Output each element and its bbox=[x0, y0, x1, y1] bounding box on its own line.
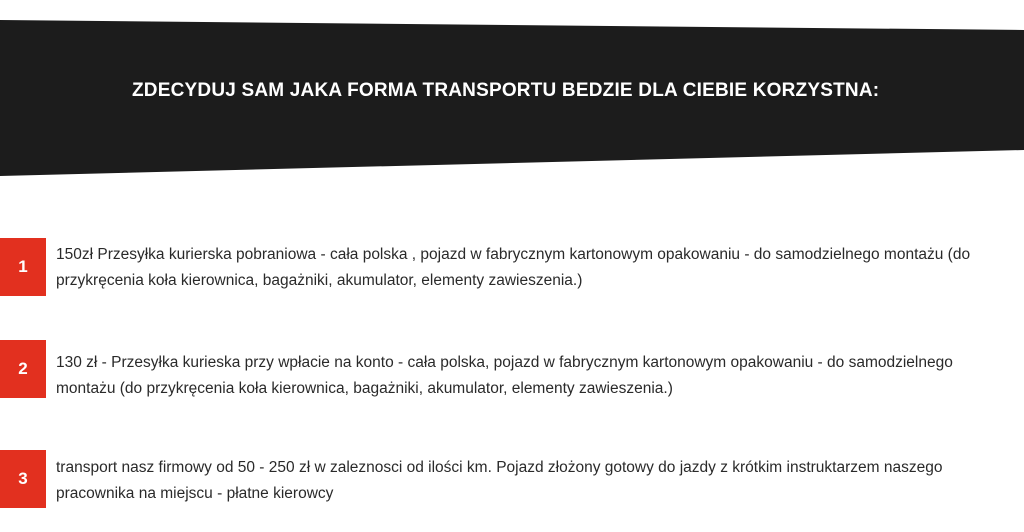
list-item-text: 150zł Przesyłka kurierska pobraniowa - cała polska , pojazd w fabrycznym kartonowym opakowaniu - do samodzielnego montażu (do przykręcenia koła kierownica, bagażniki, akumulator, elementy zawieszenia.) bbox=[56, 246, 971, 289]
page-title: ZDECYDUJ SAM JAKA FORMA TRANSPORTU BEDZIE DLA CIEBIE KORZYSTNA: bbox=[132, 80, 880, 101]
list-item-text: 130 zł - Przesyłka kurieska przy wpłacie na konto - cała polska, pojazd w fabrycznym kartonowym opakowaniu - do samodzielnego montażu (do przykręcenia koła kierownica, bagażniki, akumulator, elementy zawieszenia.) bbox=[56, 354, 953, 397]
header-banner bbox=[0, 0, 1024, 180]
list-item-text: transport nasz firmowy od 50 - 250 zł w zaleznosci od ilości km. Pojazd złożony gotowy do jazdy z krótkim instruktarzem naszego pracownika na miejscu - płatne kierowcy bbox=[56, 459, 943, 502]
number-badge: 1 bbox=[0, 238, 46, 296]
number-badge: 3 bbox=[0, 450, 46, 508]
number-badge: 2 bbox=[0, 340, 46, 398]
